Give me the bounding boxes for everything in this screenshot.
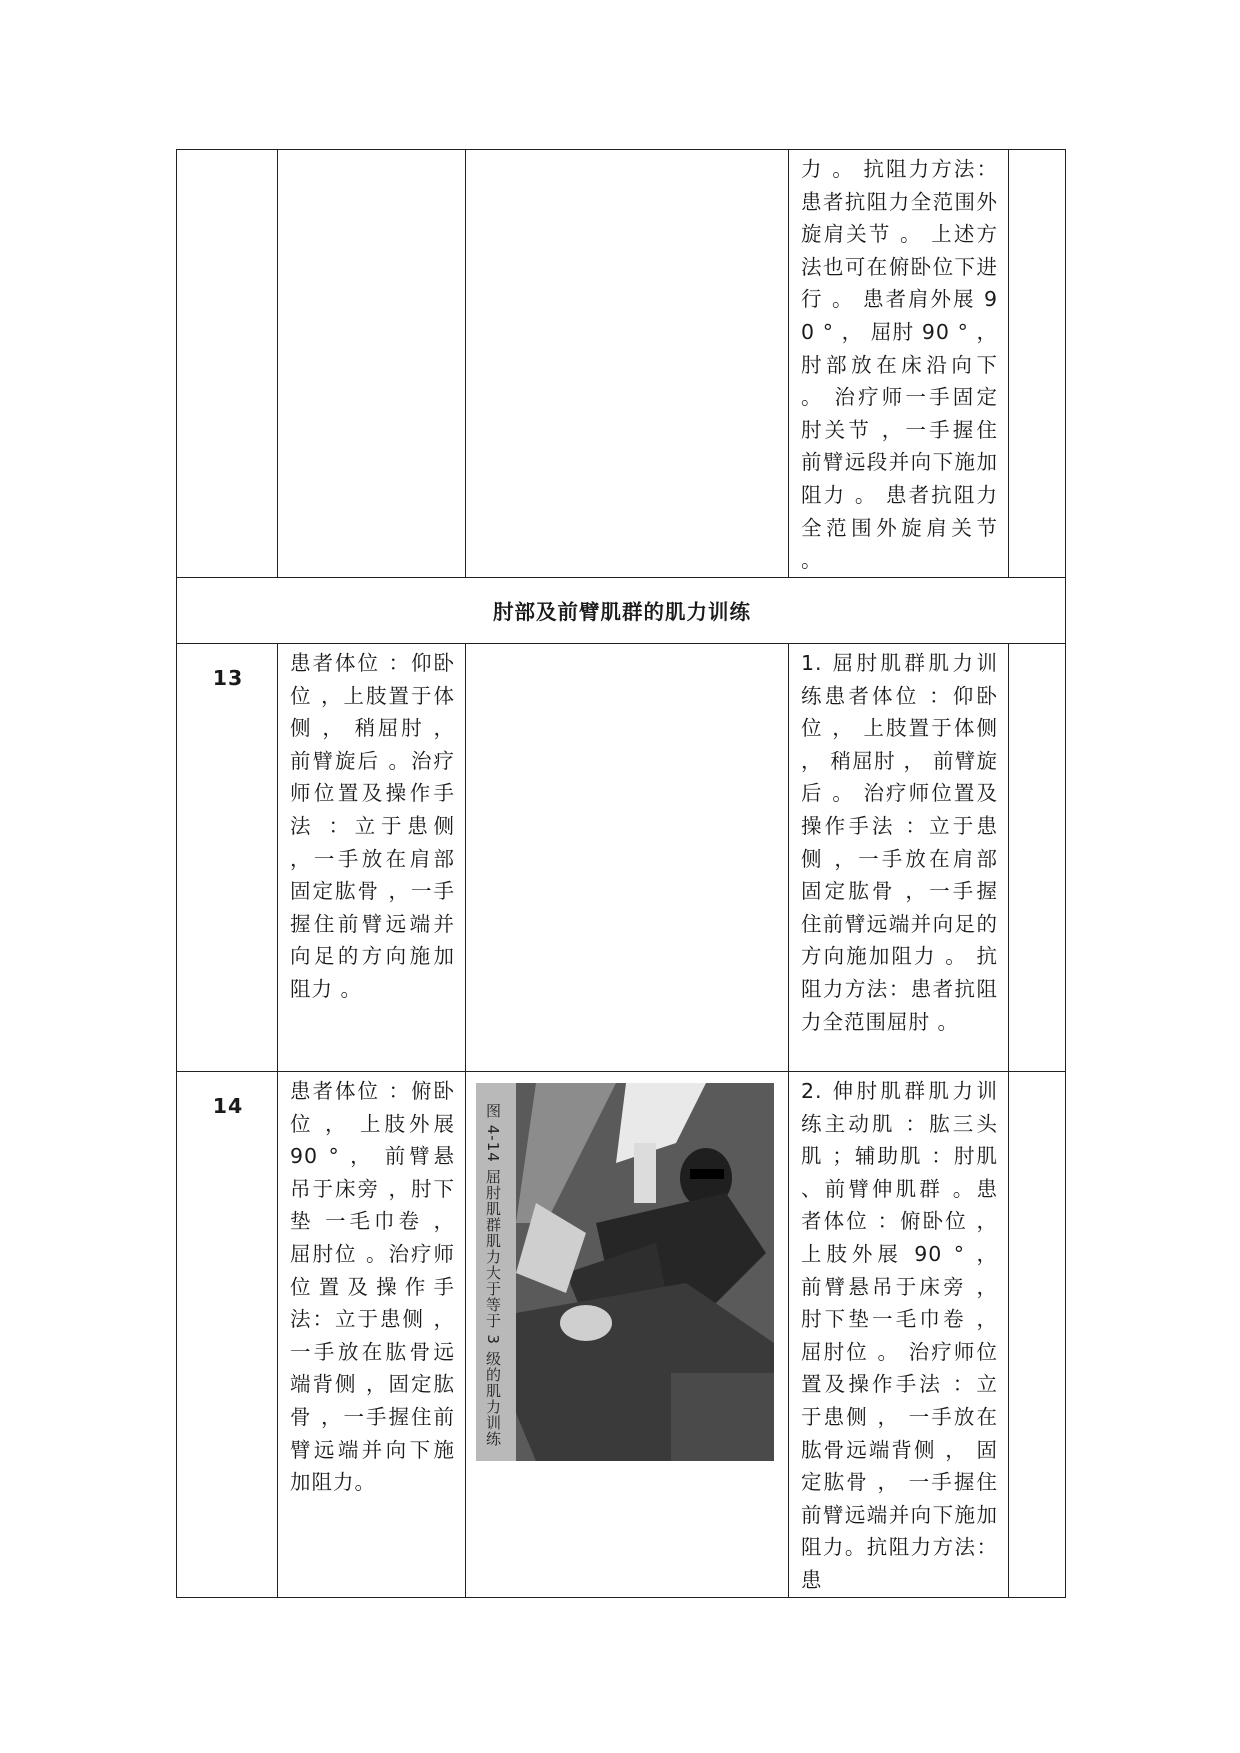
image-caption: 图 4-14 屈肘肌群肌力大于等于 3 级的肌力训练	[484, 1103, 502, 1447]
method-cell: 患者体位 ：俯卧位 ， 上肢外展 90 ° ， 前臂悬吊于床旁 ，肘下垫 一毛巾卷 ，屈肘位 。治疗师位置及操作手法：立于患侧 ，一手放在肱骨远端背侧 ，固定肱骨 ，一手握住前臂远端并向下施加阻力。	[278, 1072, 466, 1598]
row-number: 13	[177, 644, 278, 1072]
image-cell	[466, 1072, 789, 1598]
method-cell	[278, 150, 466, 578]
table-row	[177, 150, 1066, 578]
image-cell	[466, 150, 789, 578]
content-cell: 2. 伸肘肌群肌力训练主动肌 ：肱三头肌 ；辅助肌 ：肘肌 、前臂伸肌群 。患者体位 ：俯卧位 ， 上肢外展 90 ° ， 前臂悬吊于床旁 ， 肘下垫一毛巾卷 ， 屈肘位 。 治疗师位置及操作手法 ：立于患侧 ， 一手放在肱骨远端背侧 ， 固定肱骨 ， 一手握住前臂远端并向下施加阻力。抗阻力方法：患	[789, 1072, 1009, 1598]
content-cell: 力 。 抗阻力方法：患者抗阻力全范围外旋肩关节 。 上述方法也可在俯卧位下进行 。 患者肩外展 90 ° ， 屈肘 90 ° ， 肘部放在床沿向下 。 治疗师一手固定肘关节 ，一手握住前臂远段并向下施加阻力 。 患者抗阻力全范围外旋肩关节 。	[789, 150, 1009, 578]
image-cell	[466, 644, 789, 1072]
exercise-table	[176, 149, 1066, 1598]
section-title: 肘部及前臂肌群的肌力训练	[177, 578, 1066, 644]
section-row	[177, 578, 1066, 644]
remark-cell	[1009, 150, 1066, 578]
number-cell	[177, 150, 278, 578]
table-row	[177, 644, 1066, 1072]
method-cell: 患者体位 ：仰卧位 ，上肢置于体侧 ， 稍屈肘 ，前臂旋后 。治疗师位置及操作手法 ：立于患侧 ，一手放在肩部固定肱骨 ，一手握住前臂远端并向足的方向施加阻力 。	[278, 644, 466, 1072]
photo-illustration	[476, 1083, 774, 1461]
remark-cell	[1009, 1072, 1066, 1598]
content-cell: 1. 屈肘肌群肌力训练患者体位 ：仰卧位 ， 上肢置于体侧 ， 稍屈肘 ， 前臂旋后 。 治疗师位置及操作手法 ：立于患侧 ，一手放在肩部固定肱骨 ，一手握住前臂远端并向足的方向施加阻力 。 抗阻力方法：患者抗阻力全范围屈肘 。	[789, 644, 1009, 1072]
table-row	[177, 1072, 1066, 1598]
exercise-photo	[476, 1083, 774, 1461]
row-number: 14	[177, 1072, 278, 1598]
remark-cell	[1009, 644, 1066, 1072]
